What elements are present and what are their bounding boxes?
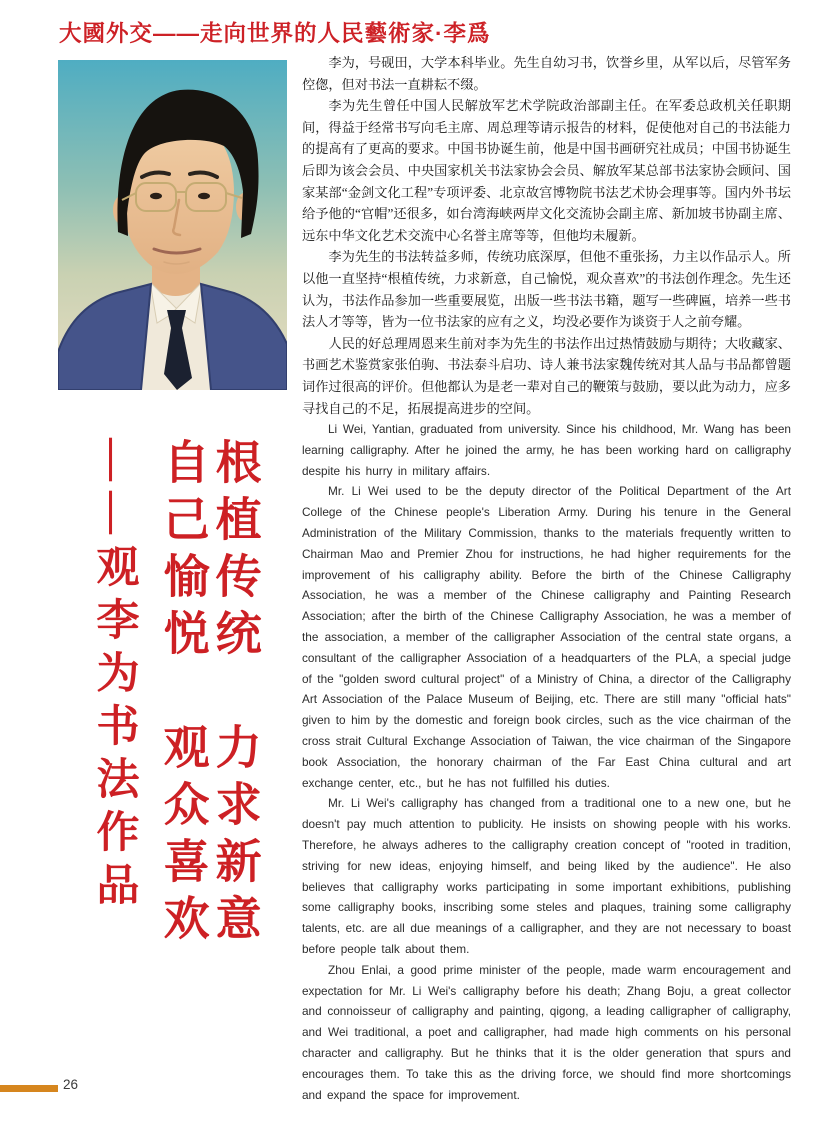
portrait-photo (58, 60, 287, 390)
chinese-paragraph: 李为先生曾任中国人民解放军艺术学院政治部副主任。在军委总政机关任职期间，得益于经常书写向毛主席、周总理等请示报告的材料，促使他对自己的书法能力的提高有了更高的要求。中国书协诞生前，他是中国书画研究社成员；中国书协诞生后即为该会会员、中央国家机关书法家协会会员、解放军某总部书法家协会顾问、国家某部“金剑文化工程”专项评委、北京故宫博物院书法艺术协会理事等。国内外书坛给予他的“官帽”还很多，如台湾海峡两岸文化交流协会副主席、新加坡书协副主席、远东中华文化艺术交流中心名誉主席等等，但他均未履新。 (302, 98, 791, 243)
english-paragraph: Mr. Li Wei used to be the deputy director of the Political Department of the Art College of the Chinese people's Liberation Army. During his tenure in the General Administration of the Military Commission, thanks to the materials frequently written to Chairman Mao and Premier Zhou for instructions, he had higher requirements for the improvement of his calligraphy ability. Before the birth of the Chinese Calligraphy Association, he was a member of the Chinese calligraphy and Painting Research Association; after the birth of the Chinese Calligraphy Association, he was a member of the association, a member of the calligrapher Association of the central state organs, a consultant of the calligrapher Association of a headquarters of the PLA, a special judge of the "golden sword cultural project" of a Ministry of China, a director of the Calligraphy Art Association of the Palace Museum of Beijing, etc. There are still many "official hats" given to him by the domestic and foreign book circles, such as the vice chairman of the cross strait Cultural Exchange Association of Taiwan, the vice chairman of the Singapore book Association, the honorary chairman of the Far East China cultural and art exchange center, etc., but he has not fulfilled his duties. (302, 484, 791, 790)
page-number: 26 (63, 1077, 79, 1092)
footer-accent-bar (0, 1085, 58, 1092)
english-paragraph: Li Wei, Yantian, graduated from university. Since his childhood, Mr. Wang has been learning calligraphy. After he joined the army, he has been working hard on calligraphy despite his hurry in military affairs. (302, 422, 791, 478)
vertical-title-line-1: 根植传统 力求新意 (209, 438, 261, 951)
chinese-paragraph: 李为，号砚田，大学本科毕业。先生自幼习书，饮誉乡里，从军以后，尽管军务倥偬，但对书法一直耕耘不缀。 (302, 55, 791, 92)
vertical-title-line-3: ——观李为书法作品 (90, 438, 138, 915)
chinese-paragraph: 人民的好总理周恩来生前对李为先生的书法作出过热情鼓励与期待；大收藏家、书画艺术鉴赏家张伯驹、书法泰斗启功、诗人兼书法家魏传统对其人品与书品都曾题词作过很高的评价。但他都认为是老一辈对自己的鞭策与鼓励，要以此为动力，应多寻找自己的不足，拓展提高进步的空间。 (302, 335, 791, 416)
page-title: 大國外交——走向世界的人民藝術家·李爲 (59, 21, 491, 46)
english-paragraph: Mr. Li Wei's calligraphy has changed from a traditional one to a new one, but he doesn't pay much attention to publicity. He insists on showing people with his works. Therefore, he always adheres to the calligraphy creation concept of "rooted in tradition, striving for new ideas, enjoying himself, and being liked by the audience". He also believes that calligraphy works participating in some important exhibitions, publishing some calligraphy books, inscribing some steles and plaques, training some calligraphy talents, etc. are all due meanings of a calligrapher, and they are not necessary to boast before people talk about them. (302, 796, 791, 957)
eye-left (150, 193, 162, 199)
english-paragraph: Zhou Enlai, a good prime minister of the people, made warm encouragement and expectation for Mr. Li Wei's calligraphy before his death; Zhang Boju, a great collector and connoisseur of calligraphy and painting, qigong, a leading calligrapher of calligraphy, and Wei traditional, a poet and calligrapher, had made high comments on his personal character and calligraphy. But he thinks that it is the older generation that spurs and encourages them. To take this as the driving force, we should find more shortcomings and expand the space for improvement. (302, 962, 791, 1102)
vertical-title-line-2: 自己愉悦 观众喜欢 (157, 438, 209, 951)
eye-right (198, 193, 210, 199)
article-body (302, 52, 791, 1105)
chinese-paragraph: 李为先生的书法转益多师，传统功底深厚，但他不重张扬，力主以作品示人。所以他一直坚持“根植传统，力求新意，自己愉悦，观众喜欢”的书法创作理念。先生还认为，书法作品参加一些重要展览，出版一些书法书籍，题写一些碑匾，培养一些书法人才等等，皆为一位书法家的应有之义，均没必要作为谈资于人之前夸耀。 (302, 249, 791, 330)
portrait-illustration (58, 60, 287, 390)
